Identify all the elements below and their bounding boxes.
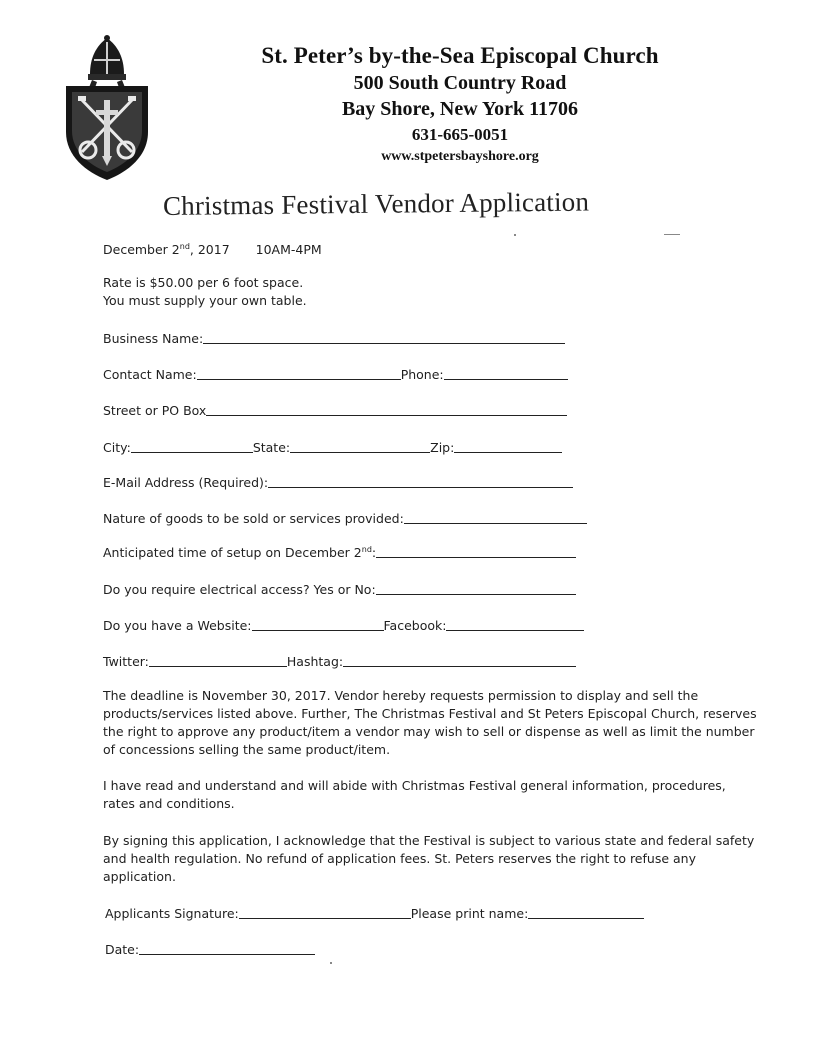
scan-speck bbox=[514, 234, 516, 236]
phone-label: Phone: bbox=[400, 367, 444, 382]
electrical-row bbox=[103, 579, 576, 597]
website-field[interactable] bbox=[252, 618, 384, 631]
contact-row bbox=[103, 364, 568, 382]
website-facebook-row bbox=[103, 615, 584, 633]
state-label: State: bbox=[252, 440, 291, 455]
date-label: Date: bbox=[105, 942, 140, 957]
business-name-label: Business Name: bbox=[103, 331, 204, 346]
facebook-label: Facebook: bbox=[383, 618, 447, 633]
church-phone: 631-665-0051 bbox=[411, 125, 509, 144]
email-field[interactable] bbox=[268, 475, 573, 488]
email-label: E-Mail Address (Required): bbox=[103, 475, 269, 490]
document-title: Christmas Festival Vendor Application bbox=[162, 186, 590, 221]
twitter-label: Twitter: bbox=[103, 654, 149, 669]
nature-label: Nature of goods to be sold or services provided: bbox=[103, 511, 404, 526]
church-name: St. Peter’s by-the-Sea Episcopal Church bbox=[261, 43, 659, 68]
email-row bbox=[103, 472, 573, 490]
scan-speck bbox=[330, 962, 332, 964]
church-header bbox=[240, 42, 680, 167]
website-label: Do you have a Website: bbox=[103, 618, 252, 633]
scan-speck bbox=[664, 234, 680, 235]
rate-line-2: You must supply your own table. bbox=[103, 293, 307, 308]
business-name-field[interactable] bbox=[203, 331, 565, 344]
deadline-paragraph: The deadline is November 30, 2017. Vendor hereby requests permission to display and sell the products/services listed above. Further, The Christmas Festival and St Peters Episcopal Church, reserves the right to approve any product/item a vendor may wish to sell or dispense as well as limit the number of concessions selling the same product/item. bbox=[103, 688, 757, 757]
print-name-label: Please print name: bbox=[410, 906, 529, 921]
setup-field[interactable] bbox=[376, 545, 576, 558]
event-hours: 10AM-4PM bbox=[255, 242, 322, 258]
state-field[interactable] bbox=[290, 440, 430, 453]
event-date: December 2nd, 2017 bbox=[103, 242, 230, 258]
twitter-field[interactable] bbox=[149, 654, 287, 667]
church-crest-logo bbox=[58, 34, 156, 184]
street-field[interactable] bbox=[206, 403, 567, 416]
event-date-time bbox=[103, 238, 322, 258]
electrical-field[interactable] bbox=[376, 582, 576, 595]
signing-paragraph: By signing this application, I acknowledge that the Festival is subject to various state and federal safety and health regulation. No refund of application fees. St. Peters reserves the right to refuse any application. bbox=[103, 833, 755, 884]
date-row bbox=[105, 939, 315, 957]
print-name-field[interactable] bbox=[528, 906, 644, 919]
signature-row bbox=[105, 903, 644, 921]
twitter-hashtag-row bbox=[103, 651, 576, 669]
street-row bbox=[103, 400, 567, 418]
contact-name-label: Contact Name: bbox=[103, 367, 197, 382]
rate-line-1: Rate is $50.00 per 6 foot space. bbox=[103, 275, 304, 290]
city-field[interactable] bbox=[131, 440, 253, 453]
street-label: Street or PO Box bbox=[103, 403, 207, 418]
setup-label: Anticipated time of setup on December 2nd: bbox=[103, 544, 377, 560]
zip-label: Zip: bbox=[430, 440, 455, 455]
nature-row bbox=[103, 508, 587, 526]
setup-row bbox=[103, 542, 576, 560]
city-label: City: bbox=[103, 440, 131, 455]
hashtag-label: Hashtag: bbox=[286, 654, 344, 669]
signature-label: Applicants Signature: bbox=[105, 906, 239, 921]
contact-name-field[interactable] bbox=[197, 367, 401, 380]
electrical-label: Do you require electrical access? Yes or No: bbox=[103, 582, 376, 597]
agreement-paragraph: I have read and understand and will abide with Christmas Festival general information, procedures, rates and conditions. bbox=[103, 778, 726, 811]
nature-field[interactable] bbox=[404, 511, 587, 524]
city-state-zip-row bbox=[103, 437, 562, 455]
facebook-field[interactable] bbox=[446, 618, 584, 631]
signature-field[interactable] bbox=[239, 906, 411, 919]
church-website: www.stpetersbayshore.org bbox=[381, 149, 539, 164]
church-city-state-zip: Bay Shore, New York 11706 bbox=[341, 98, 579, 120]
phone-field[interactable] bbox=[444, 367, 568, 380]
hashtag-field[interactable] bbox=[343, 654, 576, 667]
business-name-row bbox=[103, 328, 565, 346]
zip-field[interactable] bbox=[454, 440, 562, 453]
church-street: 500 South Country Road bbox=[353, 72, 567, 94]
date-field[interactable] bbox=[139, 942, 315, 955]
